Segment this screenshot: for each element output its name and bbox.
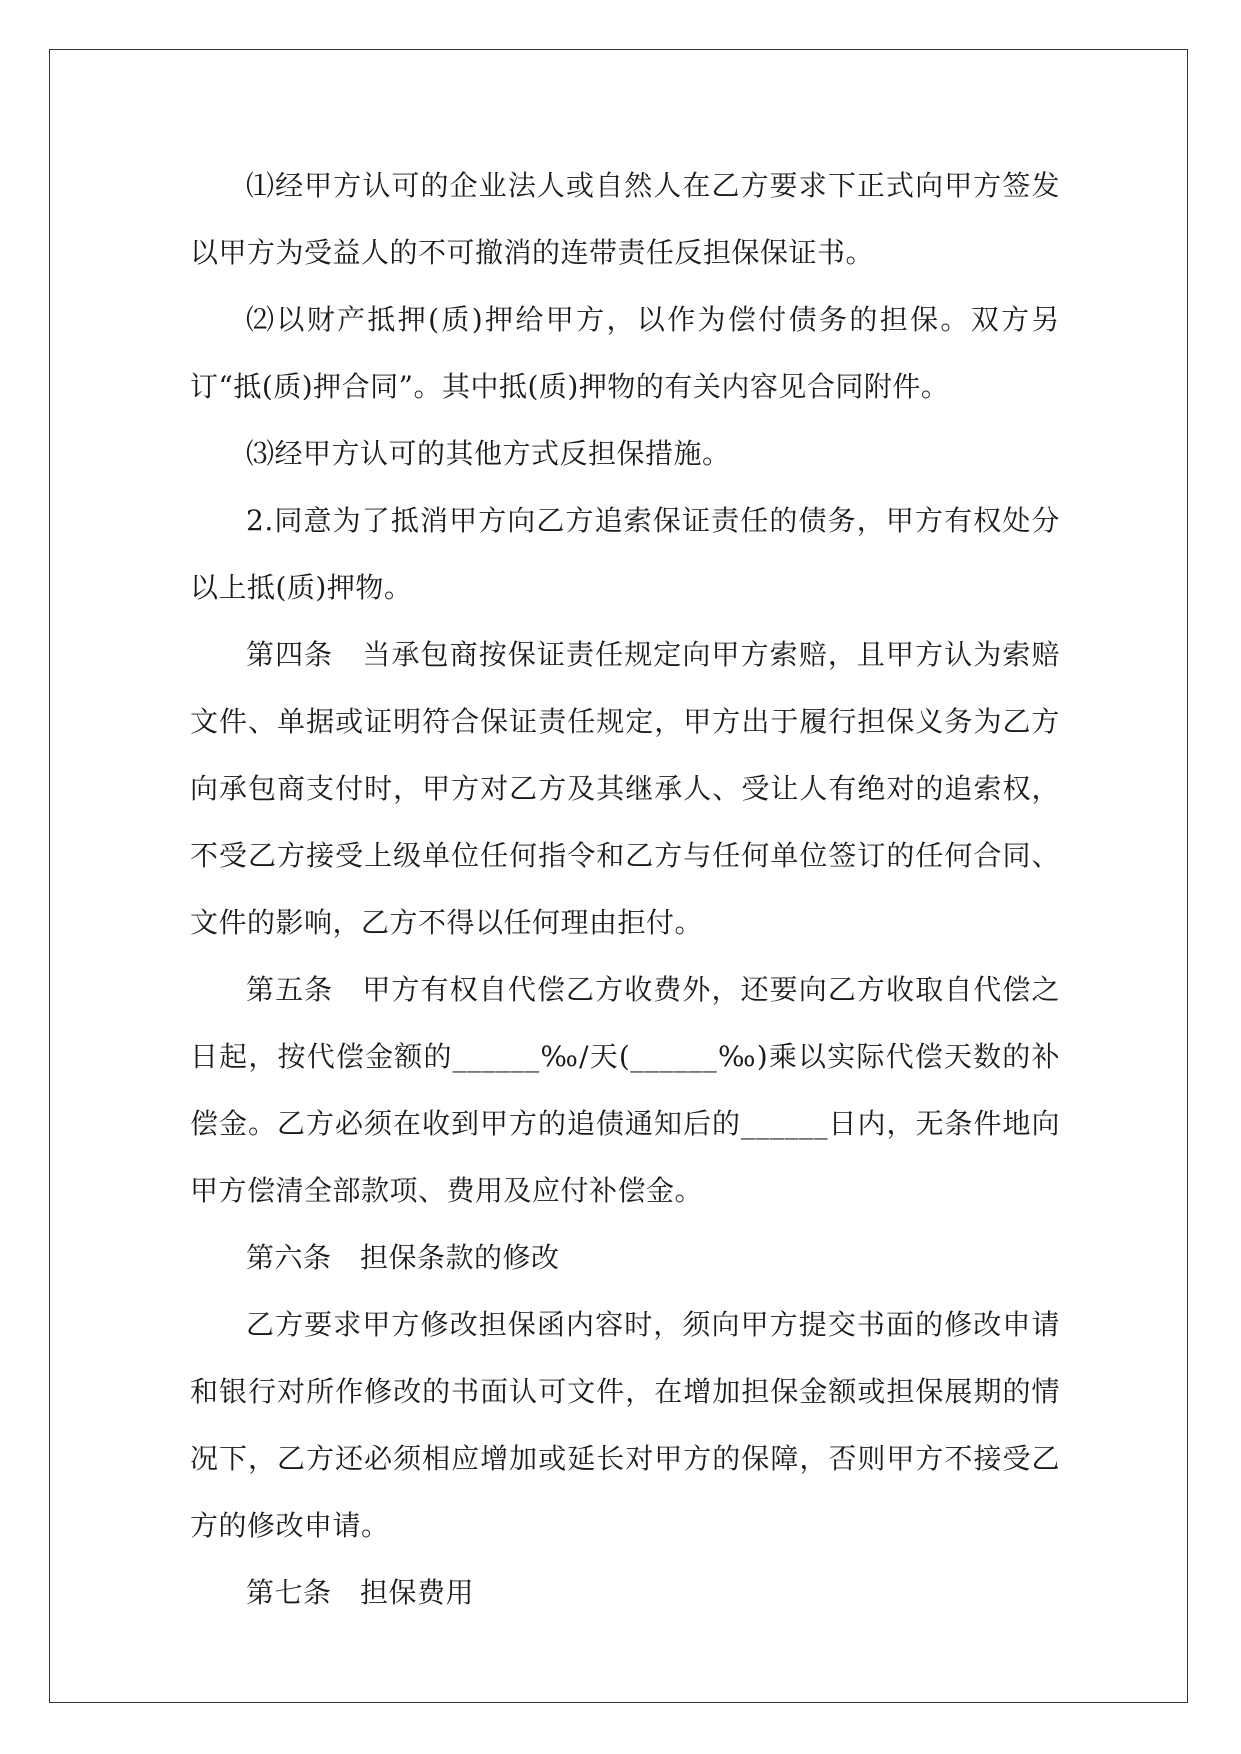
clause-2-paragraph: ⑵以财产抵押(质)押给甲方，以作为偿付债务的担保。双方另订“抵(质)押合同”。其中抵(质)押物的有关内容见合同附件。 <box>190 303 1060 403</box>
clause-3-paragraph: ⑶经甲方认可的其他方式反担保措施。 <box>246 437 731 470</box>
document-body <box>190 152 1060 1626</box>
article-6-paragraph: 乙方要求甲方修改担保函内容时，须向甲方提交书面的修改申请和银行对所作修改的书面认可文件，在增加担保金额或担保展期的情况下，乙方还必须相应增加或延长对甲方的保障，否则甲方不接受乙方的修改申请。 <box>190 1308 1060 1542</box>
item-2-paragraph: 2.同意为了抵消甲方向乙方追索保证责任的债务，甲方有权处分以上抵(质)押物。 <box>190 504 1060 604</box>
article-7-heading: 第七条 担保费用 <box>246 1576 475 1609</box>
clause-1-paragraph: ⑴经甲方认可的企业法人或自然人在乙方要求下正式向甲方签发以甲方为受益人的不可撤消的连带责任反担保保证书。 <box>190 169 1060 269</box>
article-5-paragraph: 第五条 甲方有权自代偿乙方收费外，还要向乙方收取自代偿之日起，按代偿金额的______‰/天(______‰)乘以实际代偿天数的补偿金。乙方必须在收到甲方的追债通知后的______日内，无条件地向甲方偿清全部款项、费用及应付补偿金。 <box>190 973 1060 1207</box>
article-4-paragraph: 第四条 当承包商按保证责任规定向甲方索赔，且甲方认为索赔文件、单据或证明符合保证责任规定，甲方出于履行担保义务为乙方向承包商支付时，甲方对乙方及其继承人、受让人有绝对的追索权，不受乙方接受上级单位任何指令和乙方与任何单位签订的任何合同、文件的影响，乙方不得以任何理由拒付。 <box>190 638 1060 939</box>
article-6-heading: 第六条 担保条款的修改 <box>246 1241 560 1274</box>
